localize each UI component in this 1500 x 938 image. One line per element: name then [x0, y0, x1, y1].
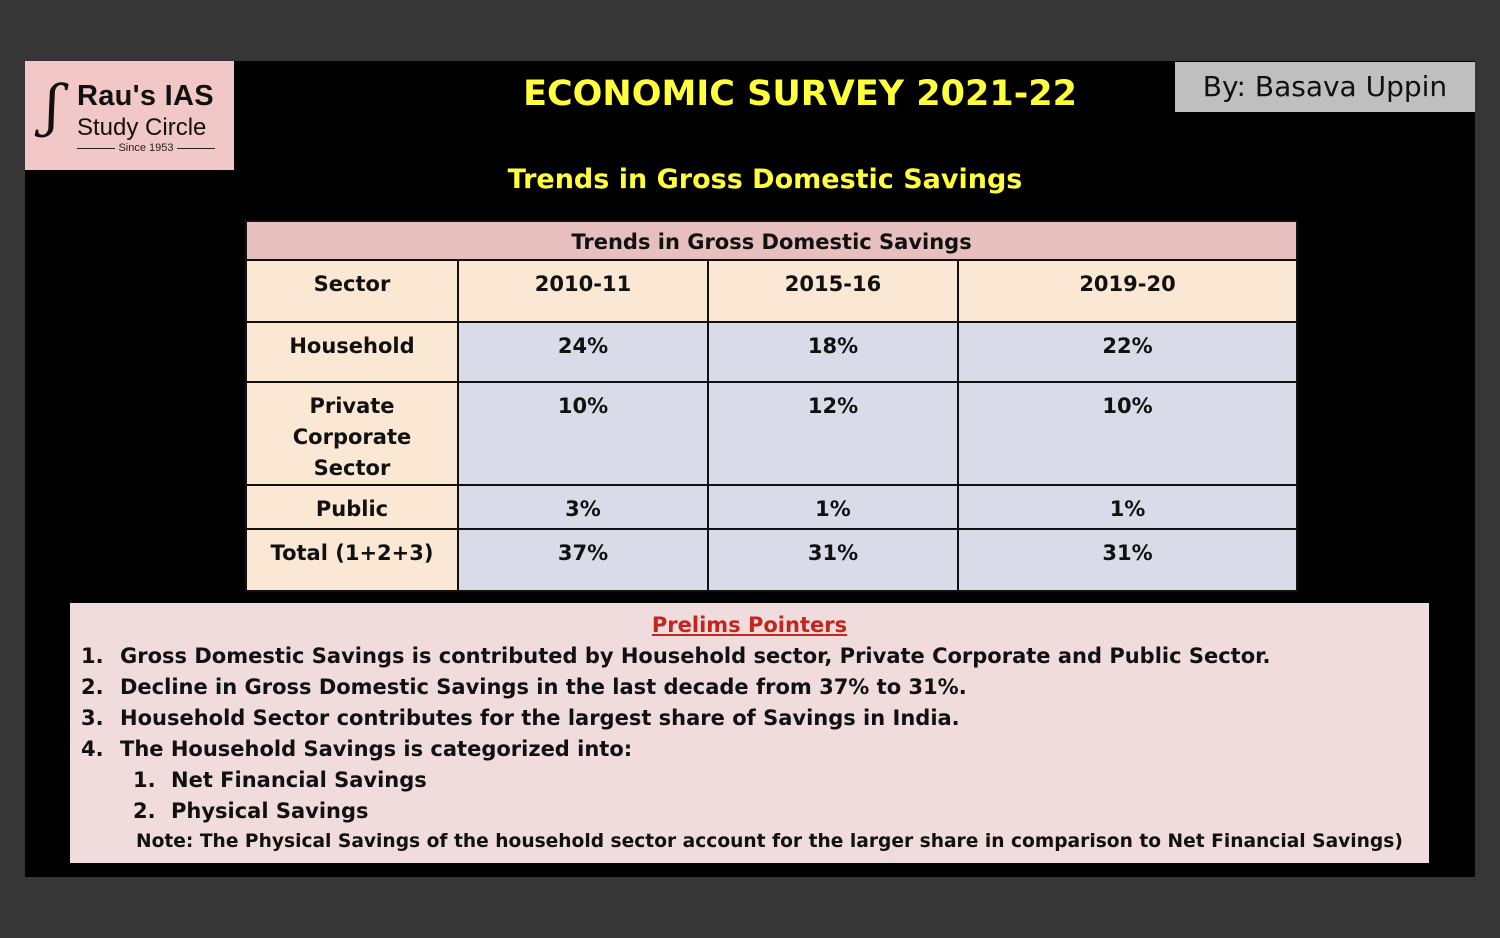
pointers-note: Note: The Physical Savings of the household sector account for the larger share in comparison to Net Financial Savings) [136, 831, 1403, 852]
row-label: Private Corporate Sector [246, 382, 458, 485]
table-row [246, 382, 1297, 485]
list-text: Net Financial Savings [171, 768, 427, 792]
list-number: 3. [81, 706, 104, 730]
list-number: 2. [133, 799, 156, 823]
list-number: 4. [81, 737, 104, 761]
logo-line-1: Rau's IAS [77, 80, 214, 112]
page-subtitle: Trends in Gross Domestic Savings [507, 164, 1023, 195]
table-cell: 3% [458, 485, 708, 529]
list-text: The Household Savings is categorized into: [120, 737, 633, 761]
table-cell: 37% [458, 529, 708, 591]
row-label: Household [246, 322, 458, 382]
logo-line-3: Since 1953 [77, 141, 215, 155]
page-title: ECONOMIC SURVEY 2021-22 [523, 74, 1077, 114]
column-header: Sector [246, 260, 458, 322]
logo-line-2: Study Circle [77, 114, 207, 141]
list-text: Decline in Gross Domestic Savings in the last decade from 37% to 31%. [120, 675, 967, 699]
list-number: 1. [81, 644, 104, 668]
list-text: Physical Savings [171, 799, 369, 823]
logo-mark-icon: ʃ [45, 74, 61, 139]
list-number: 2. [81, 675, 104, 699]
savings-table [245, 220, 1298, 592]
list-text: Gross Domestic Savings is contributed by Household sector, Private Corporate and Public Sector. [120, 644, 1271, 668]
table-cell: 10% [958, 382, 1297, 485]
list-text: Household Sector contributes for the largest share of Savings in India. [120, 706, 960, 730]
column-header: 2019-20 [958, 260, 1297, 322]
author-byline: By: Basava Uppin [1175, 62, 1475, 112]
table-cell: 1% [708, 485, 958, 529]
column-header: 2010-11 [458, 260, 708, 322]
table-cell: 10% [458, 382, 708, 485]
pointers-heading: Prelims Pointers [651, 613, 848, 637]
table-caption-row [246, 221, 1297, 260]
table-cell: 1% [958, 485, 1297, 529]
table-cell: 31% [708, 529, 958, 591]
table-cell: 22% [958, 322, 1297, 382]
row-label: Public [246, 485, 458, 529]
table-cell: 18% [708, 322, 958, 382]
table-header-row [246, 260, 1297, 322]
table-caption: Trends in Gross Domestic Savings [246, 221, 1297, 260]
prelims-pointers-box [70, 603, 1429, 863]
table-cell: 31% [958, 529, 1297, 591]
table-cell: 12% [708, 382, 958, 485]
column-header: 2015-16 [708, 260, 958, 322]
table-row [246, 322, 1297, 382]
table-cell: 24% [458, 322, 708, 382]
raus-ias-logo [25, 61, 234, 170]
table-row [246, 485, 1297, 529]
table-row [246, 529, 1297, 591]
list-number: 1. [133, 768, 156, 792]
row-label: Total (1+2+3) [246, 529, 458, 591]
